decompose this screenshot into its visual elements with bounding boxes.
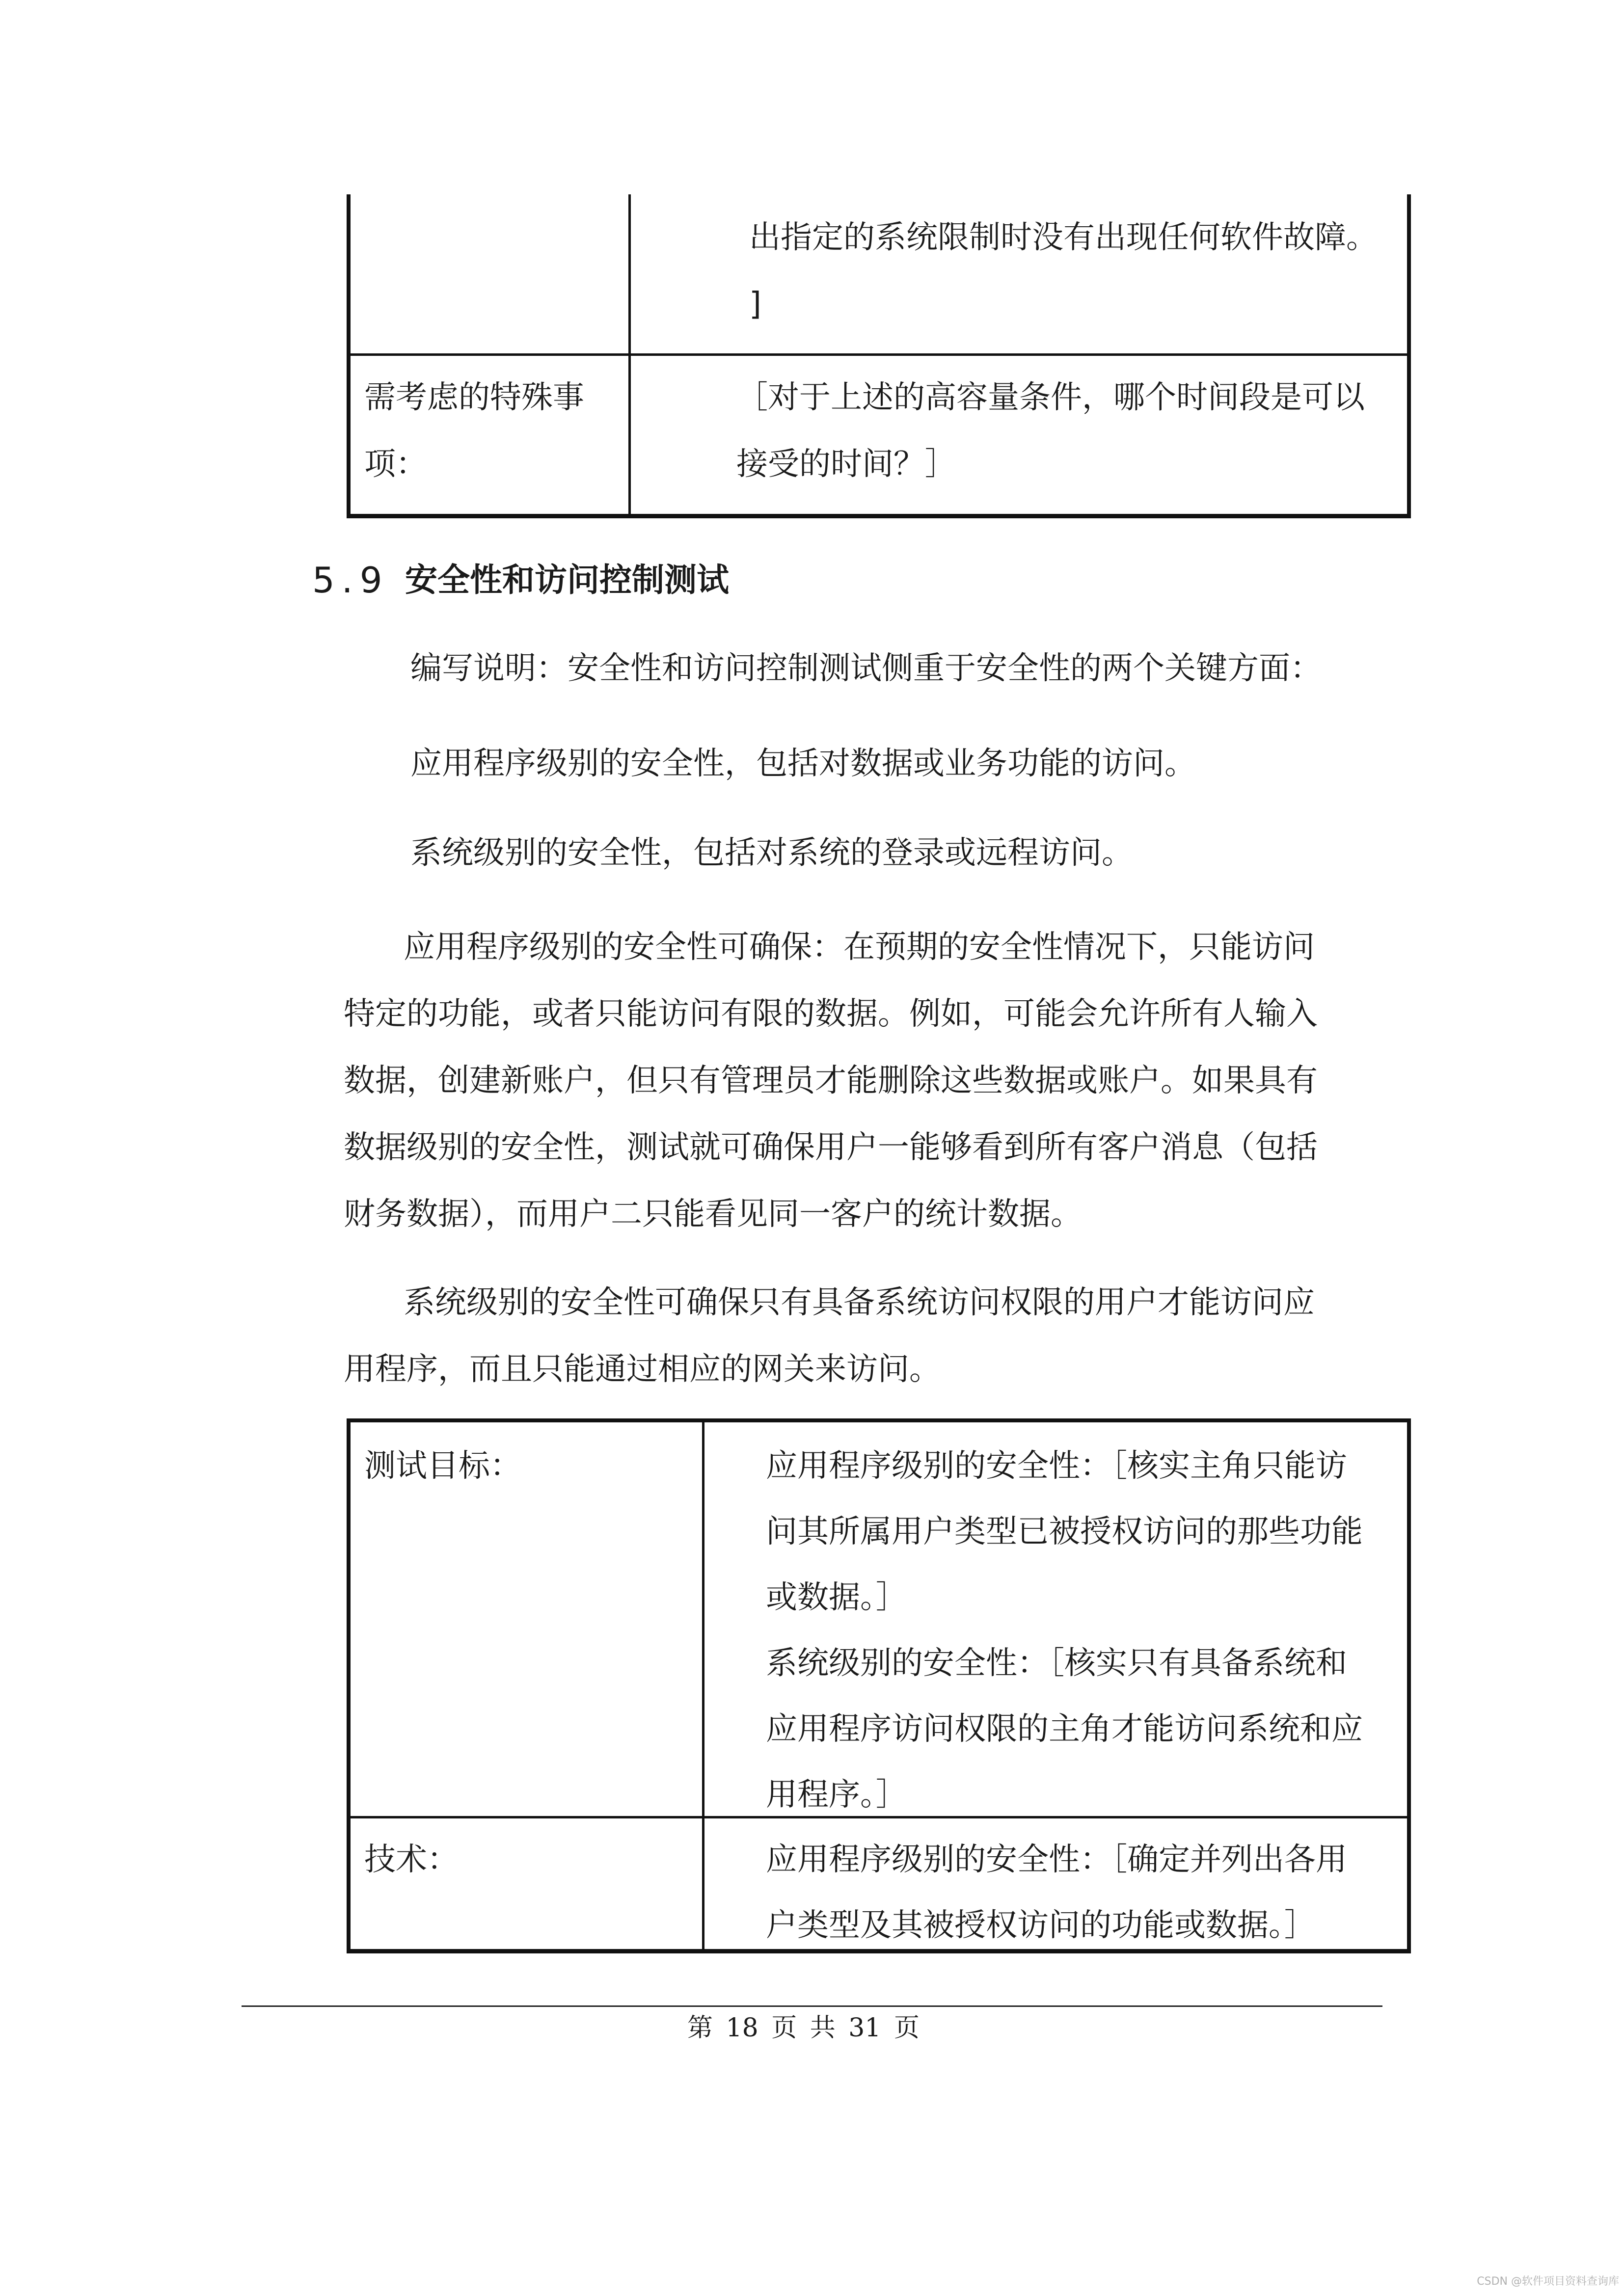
table-label: 项： bbox=[364, 446, 427, 482]
paragraph: 应用程序级别的安全性可确保：在预期的安全性情况下，只能访问 特定的功能，或者只能访问有限的数据。例如，可能会允许所有人输入 数据，创建新账户，但只有管理员才能删除这些数据或账户。如果具有 数据级别的安全性，测试就可确保用户一能够看到所有客户消息（包括 财务数据），而用户二只能看见同一客户的统计数据。 bbox=[344, 929, 1318, 1232]
paragraph: 系统级别的安全性，包括对系统的登录或远程访问。 bbox=[410, 835, 1133, 871]
table-label: 技术： bbox=[364, 1842, 459, 1878]
paragraph: 系统级别的安全性可确保只有具备系统访问权限的用户才能访问应 用程序，而且只能通过相应的网关来访问。 bbox=[344, 1284, 1315, 1388]
section-number: 5.9 bbox=[312, 560, 389, 601]
table-row-divider bbox=[347, 353, 1411, 356]
page-footer: 第 18 页 共 31 页 bbox=[687, 2013, 920, 2043]
table-cell-text: 应用程序级别的安全性：［确定并列出各用 户类型及其被授权访问的功能或数据。］ bbox=[766, 1842, 1347, 1944]
watermark: CSDN @软件项目资料查询库 bbox=[1477, 2275, 1619, 2288]
table-label: 测试目标： bbox=[364, 1448, 521, 1484]
table-cell-text: 接受的时间？］ bbox=[736, 446, 956, 482]
table-cell-text: ] bbox=[749, 286, 761, 322]
footer-rule bbox=[242, 2005, 1382, 2007]
table-cell-text: ［对于上述的高容量条件，哪个时间段是可以 bbox=[736, 379, 1365, 416]
table-cell-text: 出指定的系统限制时没有出现任何软件故障。 bbox=[749, 219, 1378, 256]
paragraph: 编写说明：安全性和访问控制测试侧重于安全性的两个关键方面： bbox=[410, 650, 1322, 687]
table-column-divider bbox=[702, 1418, 704, 1953]
table-cell-text: 应用程序级别的安全性：［核实主角只能访 问其所属用户类型已被授权访问的那些功能 或数据。］ 系统级别的安全性：［核实只有具备系统和 应用程序访问权限的主角才能访问系统和应 用程序。］ bbox=[766, 1448, 1363, 1813]
paragraph: 应用程序级别的安全性，包括对数据或业务功能的访问。 bbox=[410, 746, 1196, 782]
table-label: 需考虑的特殊事 bbox=[364, 379, 584, 416]
table-column-divider bbox=[628, 194, 631, 518]
section-title: 安全性和访问控制测试 bbox=[405, 561, 729, 599]
